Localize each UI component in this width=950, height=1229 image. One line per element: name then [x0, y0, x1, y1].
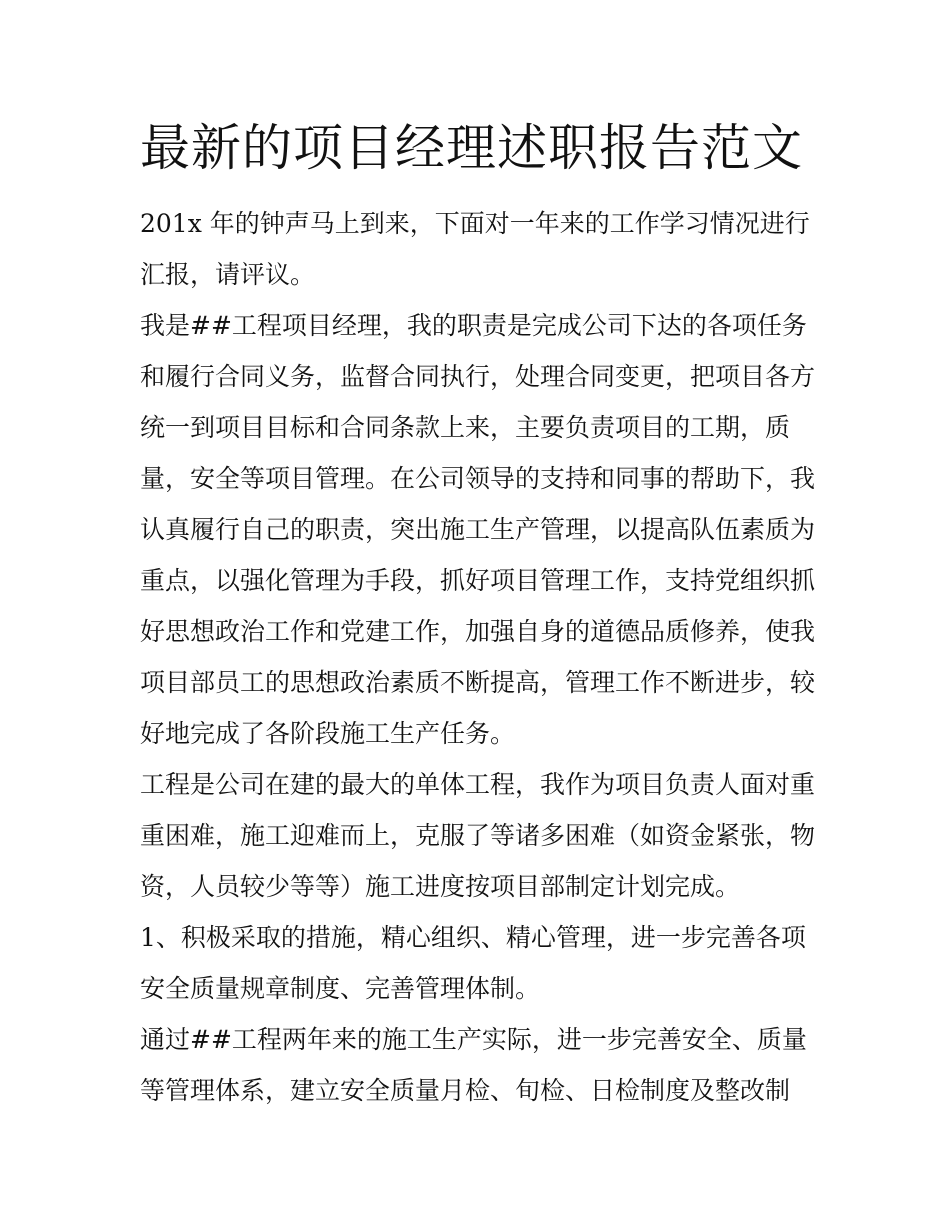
text-line: 好地完成了各阶段施工生产任务。: [140, 719, 516, 748]
text-line: 通过##工程两年来的施工生产实际，进一步完善安全、质量: [140, 1025, 807, 1054]
paragraph-intro: [140, 198, 820, 300]
paragraph-system: [140, 1014, 820, 1116]
text-line: 项目部员工的思想政治素质不断提高，管理工作不断进步，较: [140, 668, 816, 697]
document-title: 最新的项目经理述职报告范文: [140, 119, 803, 177]
text-line: 资，人员较少等等）施工进度按项目部制定计划完成。: [140, 872, 741, 901]
document-page: [140, 112, 820, 1116]
text-line: 和履行合同义务，监督合同执行，处理合同变更，把项目各方: [140, 362, 816, 391]
paragraph-measures: [140, 912, 820, 1014]
text-line: 安全质量规章制度、完善管理体制。: [140, 974, 541, 1003]
paragraph-duties: [140, 300, 820, 759]
text-line: 工程是公司在建的最大的单体工程，我作为项目负责人面对重: [140, 770, 816, 799]
text-line: 重困难，施工迎难而上，克服了等诸多困难（如资金紧张，物: [140, 821, 816, 850]
text-line: 201x 年的钟声马上到来，下面对一年来的工作学习情况进行: [140, 209, 810, 238]
text-line: 好思想政治工作和党建工作，加强自身的道德品质修养，使我: [140, 617, 816, 646]
text-line: 量，安全等项目管理。在公司领导的支持和同事的帮助下，我: [140, 464, 816, 493]
text-line: 1、积极采取的措施，精心组织、精心管理，进一步完善各项: [140, 923, 806, 952]
text-line: 汇报，请评议。: [140, 260, 316, 289]
text-line: 我是##工程项目经理，我的职责是完成公司下达的各项任务: [140, 311, 807, 340]
text-line: 认真履行自己的职责，突出施工生产管理，以提高队伍素质为: [140, 515, 816, 544]
text-line: 统一到项目目标和合同条款上来，主要负责项目的工期，质: [140, 413, 791, 442]
text-line: 重点，以强化管理为手段，抓好项目管理工作，支持党组织抓: [140, 566, 816, 595]
paragraph-project: [140, 759, 820, 912]
text-line: 等管理体系，建立安全质量月检、旬检、日检制度及整改制: [140, 1076, 791, 1105]
